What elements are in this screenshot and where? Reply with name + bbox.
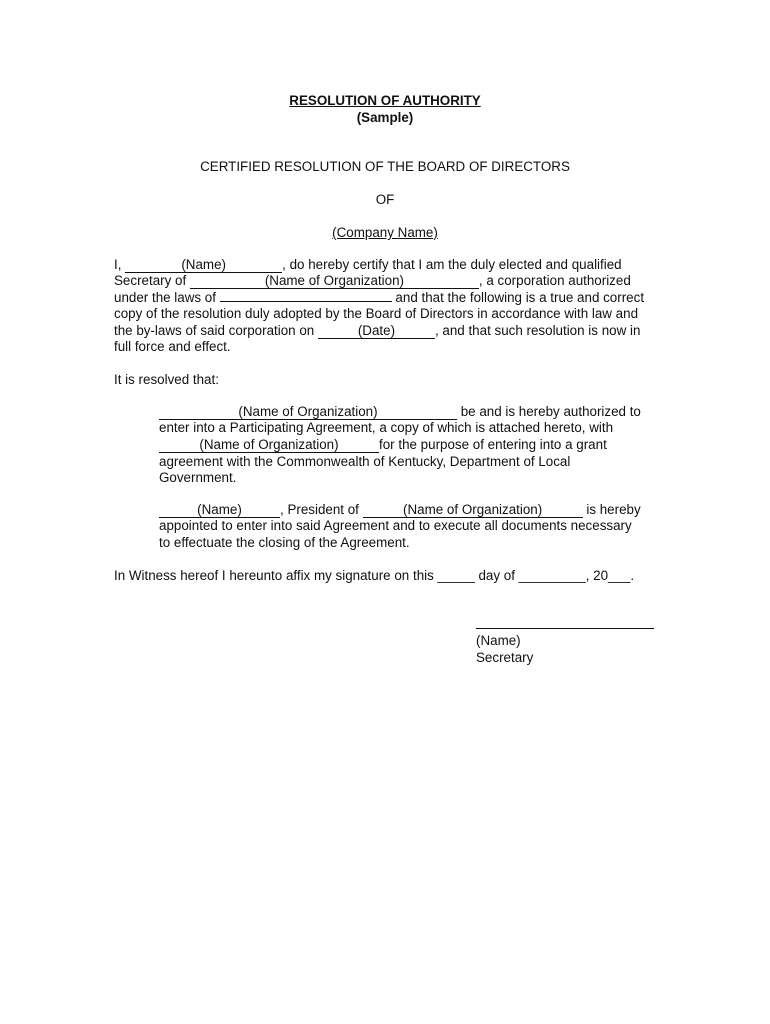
para1-l2-post: , a corporation authorized xyxy=(478,273,631,288)
para2-line4: agreement with the Commonwealth of Kentucky, Department of Local xyxy=(159,454,571,469)
certified-heading: CERTIFIED RESOLUTION OF THE BOARD OF DIRECTORS xyxy=(200,159,570,174)
para2-line1 xyxy=(159,404,641,420)
resolved-intro: It is resolved that: xyxy=(114,372,219,387)
para3-line2: appointed to enter into said Agreement and to execute all documents necessary xyxy=(159,518,632,533)
signer-title: Secretary xyxy=(476,650,534,665)
document-title xyxy=(0,93,770,109)
para3-line3: to effectuate the closing of the Agreement. xyxy=(159,535,410,550)
para2-l1-post: be and is hereby authorized to xyxy=(457,404,641,419)
para1-line1 xyxy=(114,257,622,273)
para3-l1-post: is hereby xyxy=(582,502,641,517)
date-blank: (Date) xyxy=(318,324,435,339)
para1-l2-pre: Secretary of xyxy=(114,273,190,288)
name-blank: (Name) xyxy=(125,258,282,273)
para1-l3-post: and that the following is a true and correct xyxy=(391,290,645,305)
document-title-text: RESOLUTION OF AUTHORITY xyxy=(289,93,481,108)
para1-l1-pre: I, xyxy=(114,257,126,272)
of-heading: OF xyxy=(375,192,395,207)
para2-l3-post: for the purpose of entering into a grant xyxy=(379,437,607,452)
para1-l5-post: , and that such resolution is now in xyxy=(434,323,641,338)
organization-blank: (Name of Organization) xyxy=(159,438,379,453)
para2-line5: Government. xyxy=(159,470,237,485)
document-subtitle: (Sample) xyxy=(356,110,414,125)
para2-line3 xyxy=(159,437,607,453)
organization-blank: (Name of Organization) xyxy=(159,405,457,420)
name-blank: (Name) xyxy=(159,503,280,518)
para3-l1-mid: , President of xyxy=(280,502,363,517)
signature-line xyxy=(476,628,654,629)
laws-blank xyxy=(220,301,392,302)
para1-line5 xyxy=(114,323,640,339)
para2-line2: enter into a Participating Agreement, a copy of which is attached hereto, with xyxy=(159,420,614,435)
para1-l3-pre: under the laws of xyxy=(114,290,220,305)
para1-line4: copy of the resolution duly adopted by the Board of Directors in accordance with law and xyxy=(114,306,639,321)
witness-statement: In Witness hereof I hereunto affix my signature on this _____ day of _________, 20___. xyxy=(114,568,635,583)
organization-blank: (Name of Organization) xyxy=(190,274,479,289)
para1-line3 xyxy=(114,290,644,306)
signer-name: (Name) xyxy=(476,633,521,648)
organization-blank: (Name of Organization) xyxy=(363,503,583,518)
para3-line1 xyxy=(159,502,641,518)
para1-l1-post: , do hereby certify that I am the duly elected and qualified xyxy=(282,257,622,272)
para1-l5-pre: the by-laws of said corporation on xyxy=(114,323,318,338)
company-name-heading xyxy=(0,225,770,241)
para1-line2 xyxy=(114,273,631,289)
company-name-text: (Company Name) xyxy=(332,225,438,240)
para1-line6: full force and effect. xyxy=(114,339,231,354)
